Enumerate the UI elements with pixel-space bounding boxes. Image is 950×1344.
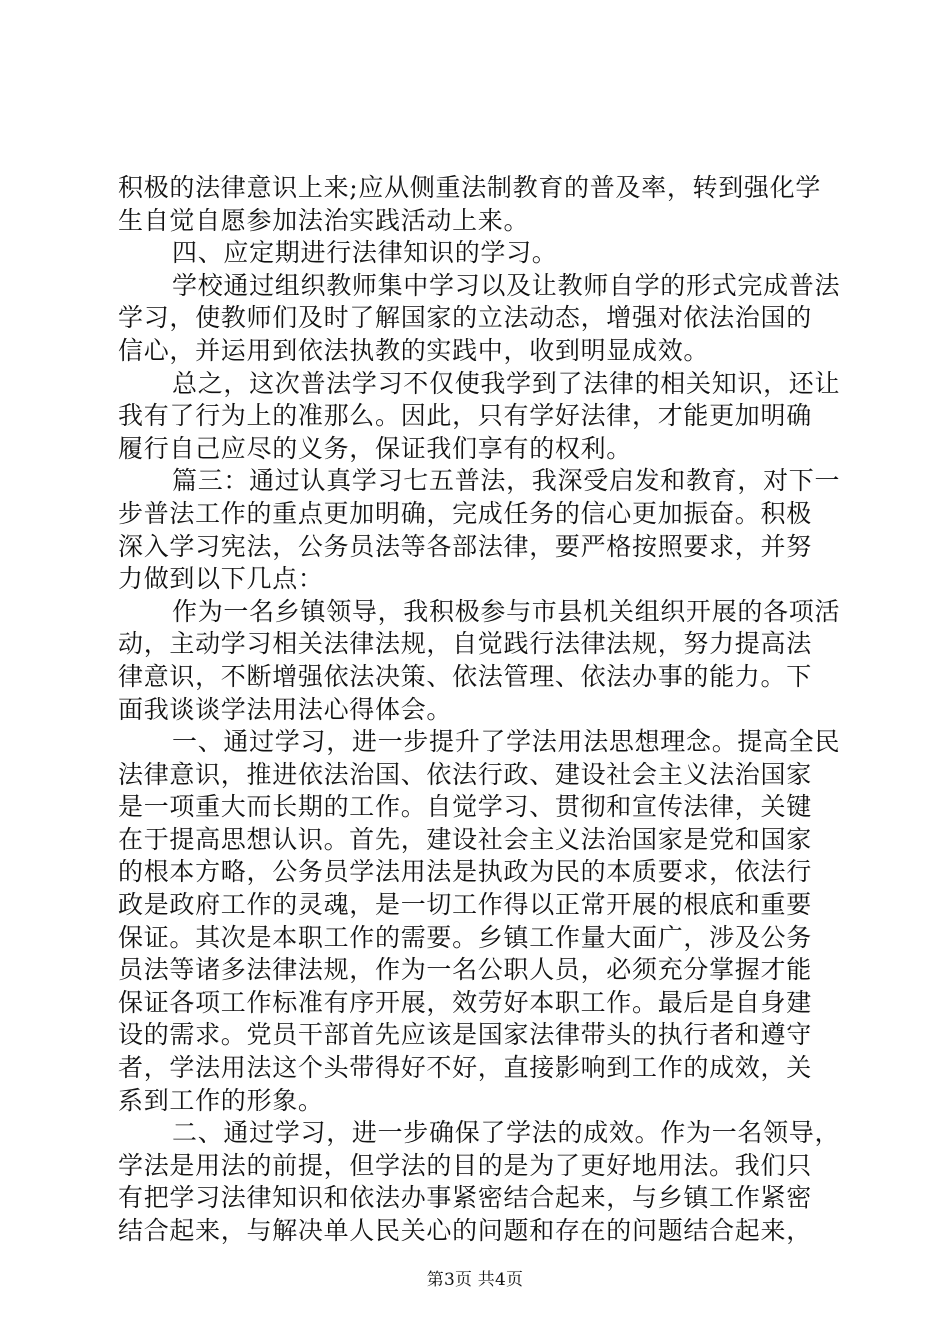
text-line: 学习，使教师们及时了解国家的立法动态，增强对依法治国的 — [118, 303, 812, 333]
text-line: 有把学习法律知识和依法办事紧密结合起来，与乡镇工作紧密 — [118, 1183, 812, 1213]
text-line: 在于提高思想认识。首先，建设社会主义法治国家是党和国家 — [118, 824, 812, 854]
text-line: 四、应定期进行法律知识的学习。 — [172, 238, 558, 268]
text-line: 学法是用法的前提，但学法的目的是为了更好地用法。我们只 — [118, 1150, 812, 1180]
text-line: 结合起来，与解决单人民关心的问题和存在的问题结合起来， — [118, 1216, 812, 1245]
text-line: 一、通过学习，进一步提升了学法用法思想理念。提高全民 — [172, 727, 841, 757]
text-line: 作为一名乡镇领导，我积极参与市县机关组织开展的各项活 — [172, 596, 841, 626]
page-footer: 第3页 共4页 — [426, 1270, 524, 1290]
text-line: 面我谈谈学法用法心得体会。 — [118, 694, 453, 724]
text-line: 保证各项工作标准有序开展，效劳好本职工作。最后是自身建 — [118, 987, 812, 1017]
text-line: 二、通过学习，进一步确保了学法的成效。作为一名领导， — [172, 1118, 841, 1148]
text-line: 我有了行为上的准那么。因此，只有学好法律，才能更加明确 — [118, 401, 812, 431]
text-line: 法律意识，推进依法治国、依法行政、建设社会主义法治国家 — [118, 759, 812, 789]
text-line: 总之，这次普法学习不仅使我学到了法律的相关知识，还让 — [172, 368, 841, 398]
text-line: 履行自己应尽的义务，保证我们享有的权利。 — [118, 433, 633, 463]
text-line: 步普法工作的重点更加明确，完成任务的信心更加振奋。积极 — [118, 498, 812, 528]
text-line: 的根本方略，公务员学法用法是执政为民的本质要求，依法行 — [118, 857, 812, 887]
text-line: 学校通过组织教师集中学习以及让教师自学的形式完成普法 — [172, 270, 841, 300]
text-line: 保证。其次是本职工作的需要。乡镇工作量大面广，涉及公务 — [118, 922, 812, 952]
text-line: 篇三：通过认真学习七五普法，我深受启发和教育，对下一 — [172, 466, 841, 496]
text-line: 设的需求。党员干部首先应该是国家法律带头的执行者和遵守 — [118, 1020, 812, 1050]
text-line: 生自觉自愿参加法治实践活动上来。 — [118, 205, 530, 235]
text-line: 政是政府工作的灵魂，是一切工作得以正常开展的根底和重要 — [118, 890, 812, 920]
text-line: 是一项重大而长期的工作。自觉学习、贯彻和宣传法律，关键 — [118, 792, 812, 822]
text-line: 系到工作的形象。 — [118, 1085, 324, 1115]
text-line: 信心，并运用到依法执教的实践中，收到明显成效。 — [118, 335, 710, 365]
text-line: 律意识，不断增强依法决策、依法管理、依法办事的能力。下 — [118, 661, 812, 691]
text-line: 者，学法用法这个头带得好不好，直接影响到工作的成效，关 — [118, 1053, 812, 1083]
text-line: 力做到以下几点： — [118, 564, 324, 594]
text-line: 深入学习宪法，公务员法等各部法律，要严格按照要求，并努 — [118, 531, 812, 561]
text-line: 积极的法律意识上来;应从侧重法制教育的普及率，转到强化学 — [118, 173, 822, 202]
text-line: 动，主动学习相关法律法规，自觉践行法律法规，努力提高法 — [118, 629, 812, 659]
text-line: 员法等诸多法律法规，作为一名公职人员，必须充分掌握才能 — [118, 955, 812, 985]
document-body — [118, 172, 841, 1248]
